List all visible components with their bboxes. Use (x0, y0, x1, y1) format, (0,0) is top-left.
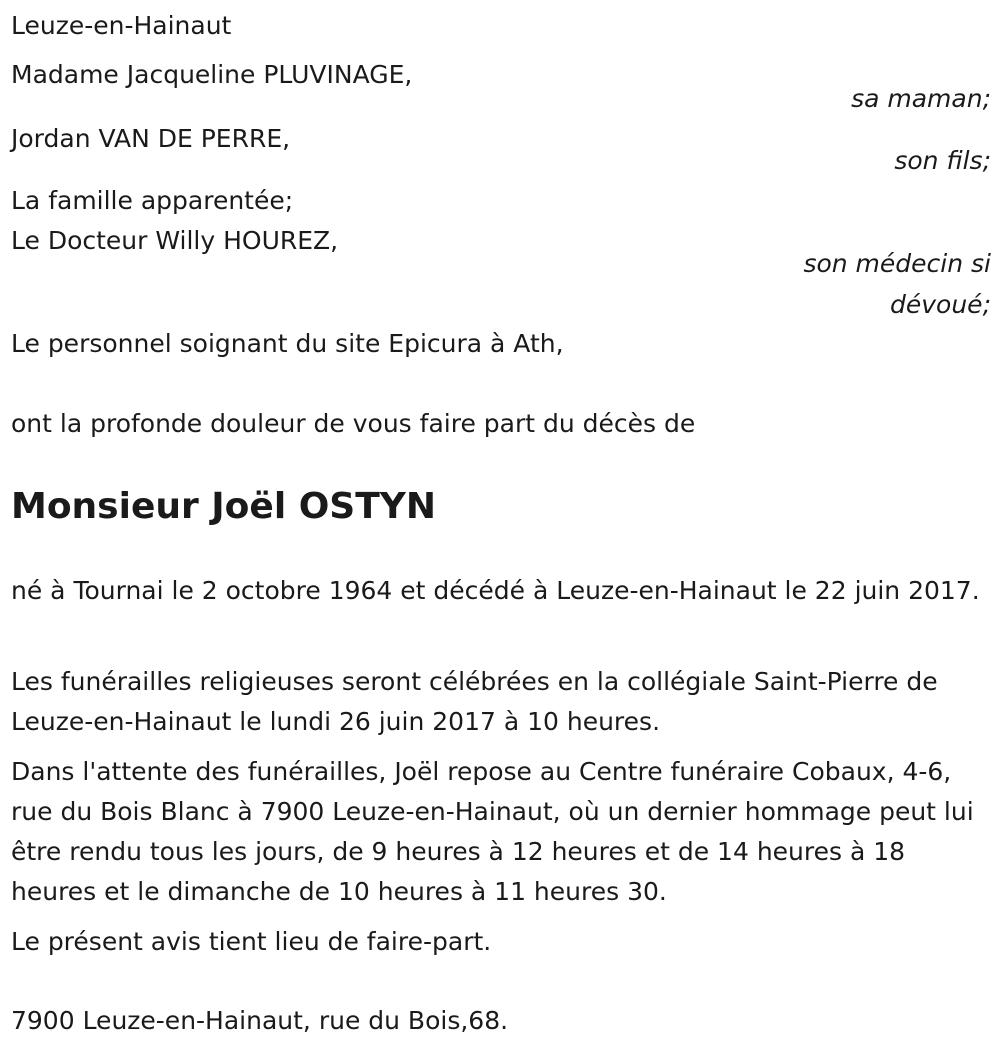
birth-death-paragraph: né à Tournai le 2 octobre 1964 et décédé à Leuze-en-Hainaut le 22 juin 2017. (11, 576, 980, 605)
visitation-paragraph: Dans l'attente des funérailles, Joël repose au Centre funéraire Cobaux, 4-6, rue du Bois Blanc à 7900 Leuze-en-Hainaut, où un dernier hommage peut lui être rendu tous les jours, de 9 heures à 12 heures et de 14 heures à 18 heures et le dimanche de 10 heures à 11 heures 30. (11, 757, 974, 906)
family-member-son: Jordan VAN DE PERRE, (11, 124, 291, 153)
family-care-staff: Le personnel soignant du site Epicura à Ath, (11, 329, 564, 358)
funeral-paragraph: Les funérailles religieuses seront célébrées en la collégiale Saint-Pierre de Leuze-en-Hainaut le lundi 26 juin 2017 à 10 heures. (11, 667, 938, 736)
announcement-text: ont la profonde douleur de vous faire part du décès de (11, 409, 696, 438)
relation-doctor-line1: son médecin si (803, 249, 991, 278)
deceased-name: Monsieur Joël OSTYN (11, 486, 436, 527)
family-related: La famille apparentée; (11, 186, 294, 215)
relation-doctor-line2: dévoué; (890, 290, 991, 319)
relation-mother: sa maman; (851, 84, 991, 113)
relation-son: son fils; (894, 146, 991, 175)
notice-paragraph: Le présent avis tient lieu de faire-part. (11, 927, 492, 956)
location-heading: Leuze-en-Hainaut (11, 11, 232, 40)
family-member-mother: Madame Jacqueline PLUVINAGE, (11, 60, 413, 89)
address-line: 7900 Leuze-en-Hainaut, rue du Bois,68. (11, 1006, 509, 1035)
family-member-doctor: Le Docteur Willy HOUREZ, (11, 226, 339, 255)
